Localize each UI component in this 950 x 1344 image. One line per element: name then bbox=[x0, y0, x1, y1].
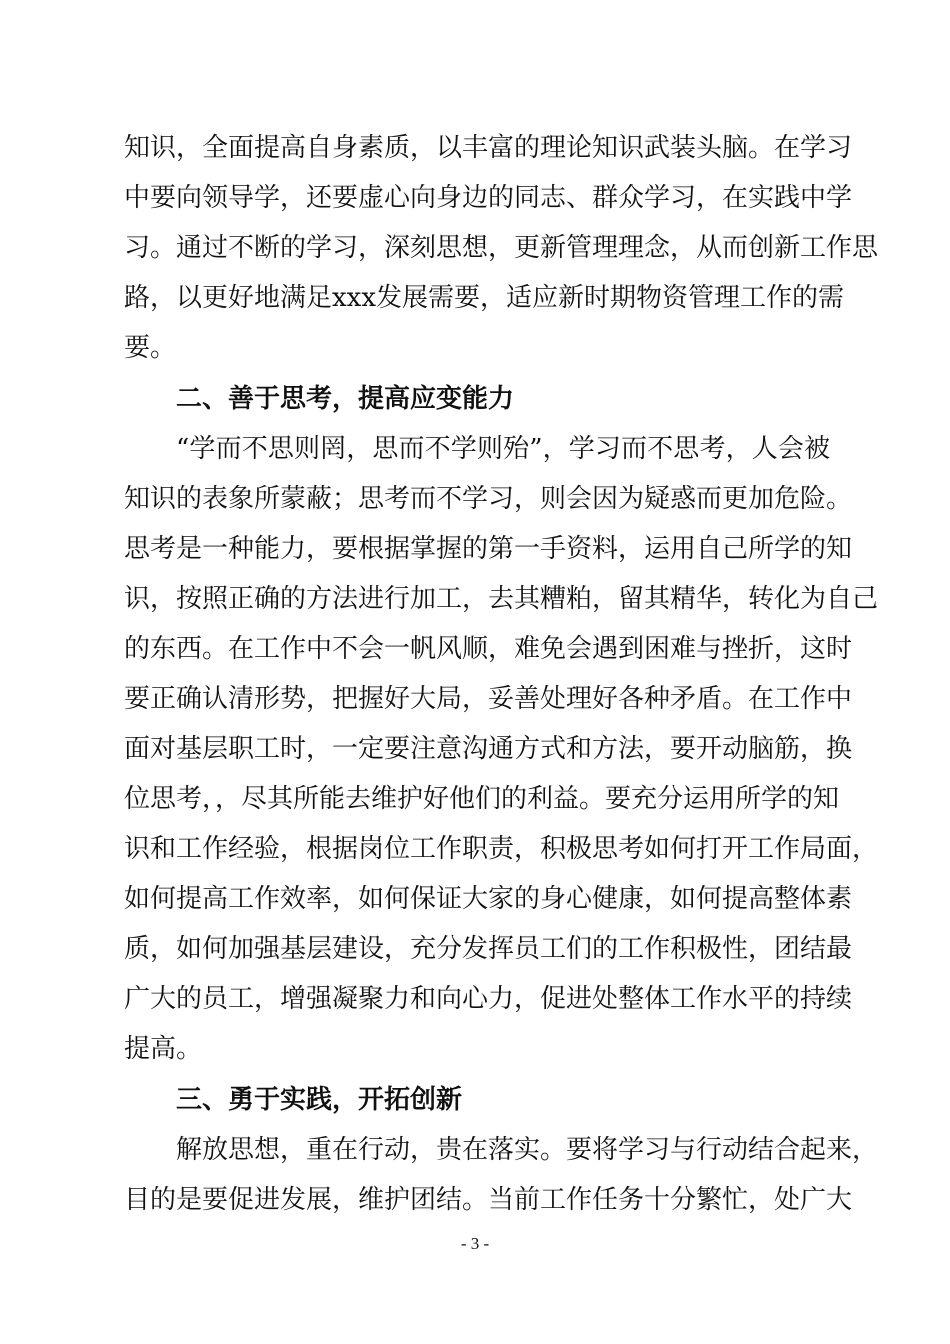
paragraph-line: “学而不思则罔，思而不学则殆”，学习而不思考，人会被 bbox=[176, 434, 830, 464]
paragraph-line: 面对基层职工时，一定要注意沟通方式和方法，要开动脑筋，换 bbox=[124, 734, 853, 764]
paragraph-line: 习。通过不断的学习，深刻思想，更新管理理念，从而创新工作思 bbox=[124, 233, 879, 263]
paragraph-line: 思考是一种能力，要根据掌握的第一手资料，运用自己所学的知 bbox=[124, 534, 853, 564]
paragraph-line: 位思考，，尽其所能去维护好他们的利益。要充分运用所学的知 bbox=[124, 784, 840, 814]
paragraph-line: 目的是要促进发展，维护团结。当前工作任务十分繁忙，处广大 bbox=[124, 1185, 853, 1215]
paragraph-line: 广大的员工，增强凝聚力和向心力，促进处整体工作水平的持续 bbox=[124, 984, 853, 1014]
page-number: - 3 - bbox=[460, 1234, 490, 1253]
paragraph-line: 路，以更好地满足xxx发展需要，适应新时期物资管理工作的需 bbox=[124, 283, 844, 313]
paragraph-line: 的东西。在工作中不会一帆风顺，难免会遇到困难与挫折，这时 bbox=[124, 634, 853, 664]
paragraph-line: 如何提高工作效率，如何保证大家的身心健康，如何提高整体素 bbox=[124, 884, 853, 914]
paragraph-line: 知识，全面提高自身素质，以丰富的理论知识武装头脑。在学习 bbox=[124, 133, 853, 163]
paragraph-line: 质，如何加强基层建设，充分发挥员工们的工作积极性，团结最 bbox=[124, 934, 853, 964]
paragraph-line: 识和工作经验，根据岗位工作职责，积极思考如何打开工作局面， bbox=[124, 834, 879, 864]
section-heading-3: 三、勇于实践，开拓创新 bbox=[176, 1085, 463, 1115]
paragraph-line: 要。 bbox=[124, 333, 177, 363]
paragraph-line: 解放思想，重在行动，贵在落实。要将学习与行动结合起来， bbox=[176, 1135, 879, 1165]
section-heading-2: 二、善于思考，提高应变能力 bbox=[176, 384, 515, 414]
paragraph-line: 中要向领导学，还要虚心向身边的同志、群众学习，在实践中学 bbox=[124, 183, 853, 213]
paragraph-line: 识，按照正确的方法进行加工，去其糟粕，留其精华，转化为自己 bbox=[124, 584, 879, 614]
paragraph-line: 知识的表象所蒙蔽；思考而不学习，则会因为疑惑而更加危险。 bbox=[124, 484, 853, 514]
paragraph-line: 提高。 bbox=[124, 1034, 203, 1064]
paragraph-line: 要正确认清形势，把握好大局，妥善处理好各种矛盾。在工作中 bbox=[124, 684, 853, 714]
